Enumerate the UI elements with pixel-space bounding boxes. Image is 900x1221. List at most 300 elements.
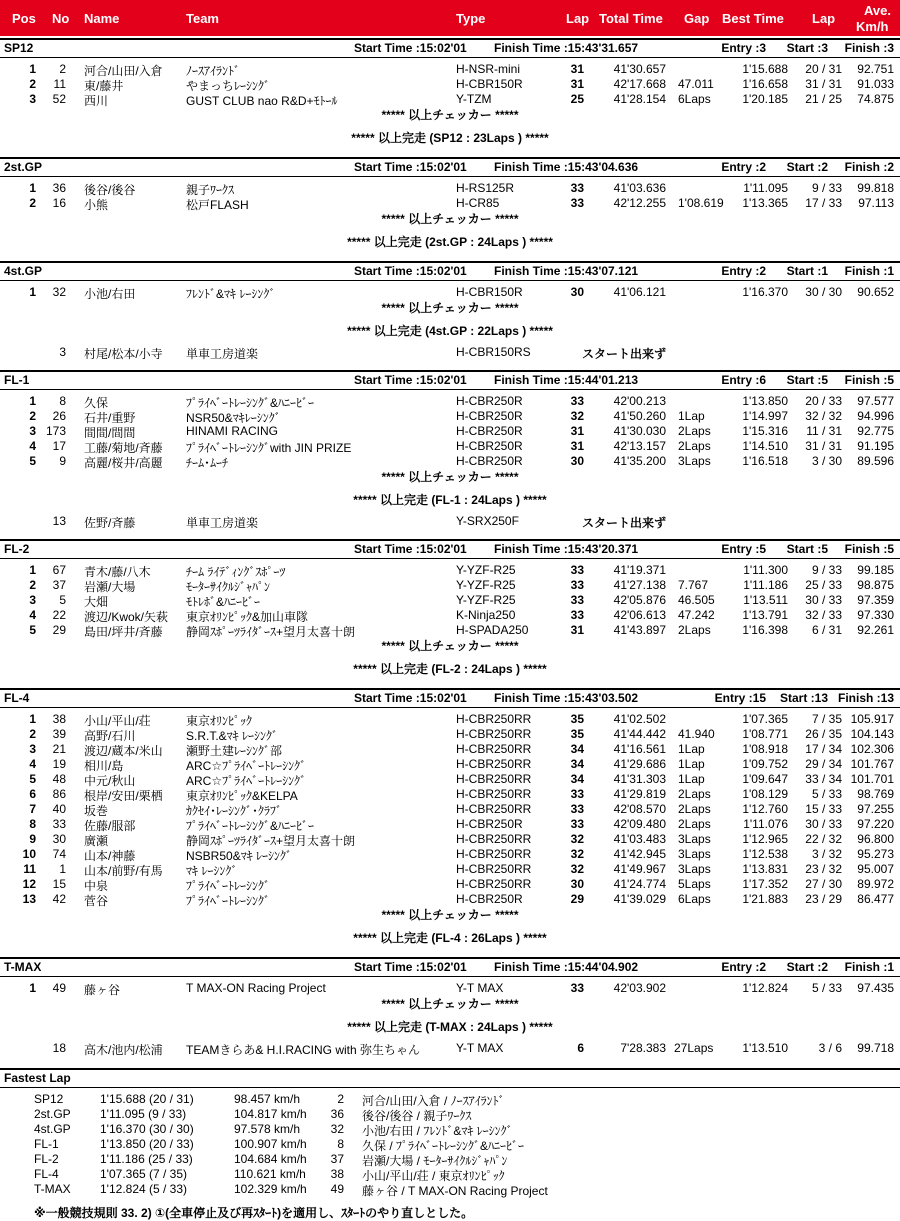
row-total: 42'06.613 <box>613 608 666 622</box>
row-type: H-CBR250RR <box>456 712 532 726</box>
row-best: 1'14.997 <box>742 409 788 423</box>
row-type: H-CBR250R <box>456 409 523 423</box>
finish-time: Finish Time :15:43'03.502 <box>494 691 639 705</box>
row-best: 1'16.398 <box>742 623 788 637</box>
column-header-bar <box>0 0 900 36</box>
row-team: 東京ｵﾘﾝﾋﾟｯｸ&加山車隊 <box>186 610 309 624</box>
row-gap: 3Laps <box>678 862 711 876</box>
row-ave: 92.261 <box>857 623 894 637</box>
row-ave: 89.596 <box>857 454 894 468</box>
row-type: H-CR85 <box>456 196 500 210</box>
row-ave: 97.113 <box>858 196 894 210</box>
table-row <box>0 846 900 861</box>
row-gap: 2Laps <box>678 439 711 453</box>
row-name: 青木/藤/八木 <box>84 565 151 579</box>
row-no: 26 <box>52 409 66 423</box>
row-no: 86 <box>52 787 66 801</box>
row-total: 41'03.483 <box>613 832 666 846</box>
finish-count: Finish :1 <box>844 960 894 974</box>
table-row <box>0 980 900 995</box>
row-no: 8 <box>59 394 66 408</box>
class-rows <box>0 58 900 106</box>
row-type: H-CBR150R <box>456 285 523 299</box>
row-no: 15 <box>52 877 66 891</box>
row-ave: 97.330 <box>857 608 894 622</box>
class-name: FL-4 <box>4 691 30 705</box>
row-best: 1'11.076 <box>743 817 788 831</box>
row-total: 42'12.255 <box>613 196 666 210</box>
row-total: 41'42.945 <box>613 847 666 861</box>
row-name: 岩瀬/大場 <box>84 580 136 594</box>
row-best: 1'13.850 <box>742 394 788 408</box>
row-no: 74 <box>52 847 66 861</box>
row-lap: 35 <box>570 727 584 741</box>
row-ave: 97.359 <box>857 593 894 607</box>
row-gap: 6Laps <box>678 92 711 106</box>
class-bar <box>0 370 900 390</box>
row-lap: 34 <box>570 772 584 786</box>
row-lap: 33 <box>570 787 584 801</box>
row-type: H-CBR250RR <box>456 727 532 741</box>
row-name: 渡辺/Kwok/矢萩 <box>84 610 169 624</box>
row-pos: 2 <box>29 409 36 423</box>
row-gap: 41.940 <box>678 727 715 741</box>
row-ave: 96.800 <box>857 832 894 846</box>
row-pos: 5 <box>29 772 36 786</box>
row-pos: 6 <box>29 787 36 801</box>
table-row <box>0 607 900 622</box>
row-no: 16 <box>52 196 66 210</box>
row-best-lap: 7 / 35 <box>811 712 842 726</box>
dns-status: スタート出来ず <box>582 516 667 530</box>
row-best-lap: 20 / 33 <box>805 394 842 408</box>
row-ave: 95.273 <box>857 847 894 861</box>
start-count: Start :2 <box>786 160 828 174</box>
row-best-lap: 30 / 33 <box>805 593 842 607</box>
row-lap: 31 <box>570 77 584 91</box>
row-team: 静岡ｽﾎﾟｰﾂﾗｲﾀﾞｰｽ+望月太喜十朗 <box>186 834 356 848</box>
col-best: Best Time <box>722 11 784 26</box>
class-section <box>0 957 900 1060</box>
table-row <box>0 61 900 76</box>
row-best: 1'14.510 <box>742 439 788 453</box>
row-gap: 2Laps <box>678 817 711 831</box>
row-best: 1'09.647 <box>742 772 788 786</box>
dns-team: 単車工房道楽 <box>186 347 259 361</box>
complete-line: ***** 以上完走 (SP12 : 23Laps ) ***** <box>351 131 549 145</box>
row-team: NSBR50&ﾏｷ ﾚｰｼﾝｸﾞ <box>186 849 293 863</box>
row-name: 山本/神藤 <box>84 849 136 863</box>
entry-count: Entry :2 <box>721 160 766 174</box>
table-row <box>0 711 900 726</box>
fastest-row <box>0 1122 900 1137</box>
finish-count: Finish :2 <box>844 160 894 174</box>
dns-best: 1'13.510 <box>742 1041 788 1055</box>
row-type: H-CBR250RR <box>456 787 532 801</box>
table-row <box>0 726 900 741</box>
row-total: 42'00.213 <box>613 394 666 408</box>
row-no: 37 <box>52 578 66 592</box>
row-gap: 2Laps <box>678 802 711 816</box>
row-no: 2 <box>59 62 66 76</box>
class-bar <box>0 157 900 177</box>
row-total: 42'08.570 <box>613 802 666 816</box>
dns-type: Y-T MAX <box>456 1041 504 1055</box>
row-gap: 1Lap <box>678 757 705 771</box>
row-best: 1'12.760 <box>742 802 788 816</box>
row-type: K-Ninja250 <box>456 608 516 622</box>
col-kmh: Km/h <box>856 19 889 34</box>
fastest-no: 8 <box>337 1137 344 1151</box>
finish-count: Finish :5 <box>844 542 894 556</box>
row-total: 41'31.303 <box>613 772 666 786</box>
row-ave: 92.751 <box>857 62 894 76</box>
row-total: 41'28.154 <box>613 92 666 106</box>
row-name: 小熊 <box>84 198 109 212</box>
row-best-lap: 23 / 29 <box>805 892 842 906</box>
table-row <box>0 438 900 453</box>
row-team: NSR50&ﾏｷﾚｰｼﾝｸﾞ <box>186 411 281 425</box>
checker-line: ***** 以上チェッカー ***** <box>381 997 519 1011</box>
row-pos: 12 <box>22 877 36 891</box>
fastest-no: 36 <box>330 1107 344 1121</box>
row-team: ﾓﾄﾚﾎﾞ&ﾊﾆｰﾋﾞｰ <box>186 595 261 609</box>
class-section <box>0 261 900 364</box>
row-no: 36 <box>52 181 66 195</box>
fastest-rider: 岩瀬/大場 / ﾓｰﾀｰｻｲｸﾙｼﾞｬﾊﾟﾝ <box>362 1154 508 1168</box>
row-lap: 35 <box>570 712 584 726</box>
row-best-lap: 22 / 32 <box>805 832 842 846</box>
dns-total: 7'28.383 <box>620 1041 666 1055</box>
row-lap: 33 <box>570 608 584 622</box>
row-lap: 32 <box>570 409 584 423</box>
fastest-lap-title: Fastest Lap <box>0 1068 900 1088</box>
row-team: HINAMI RACING <box>186 424 279 438</box>
row-pos: 1 <box>29 62 36 76</box>
row-gap: 2Laps <box>678 424 711 438</box>
row-best-lap: 5 / 33 <box>811 981 842 995</box>
fastest-time: 1'11.186 (25 / 33) <box>100 1152 193 1166</box>
row-lap: 34 <box>570 742 584 756</box>
row-no: 32 <box>52 285 66 299</box>
row-best: 1'12.965 <box>742 832 788 846</box>
row-lap: 30 <box>570 454 584 468</box>
row-lap: 33 <box>570 578 584 592</box>
row-lap: 33 <box>570 563 584 577</box>
row-gap: 1'08.619 <box>678 196 724 210</box>
row-best-lap: 17 / 34 <box>805 742 842 756</box>
row-total: 41'19.371 <box>613 563 666 577</box>
class-rows <box>0 281 900 299</box>
row-team: ｶｸｾｲ･ﾚｰｼﾝｸﾞ･ｸﾗﾌﾞ <box>186 804 283 818</box>
row-lap: 33 <box>570 593 584 607</box>
row-gap: 2Laps <box>678 623 711 637</box>
row-total: 42'03.902 <box>613 981 666 995</box>
row-name: 大畑 <box>84 595 109 609</box>
row-ave: 102.306 <box>850 742 894 756</box>
row-no: 9 <box>59 454 66 468</box>
fastest-row <box>0 1167 900 1182</box>
finish-time: Finish Time :15:43'31.657 <box>494 41 639 55</box>
row-name: 久保 <box>84 396 109 410</box>
row-ave: 97.577 <box>857 394 894 408</box>
checker-line: ***** 以上チェッカー ***** <box>381 301 519 315</box>
complete-line: ***** 以上完走 (FL-2 : 24Laps ) ***** <box>353 662 547 676</box>
dns-team: 単車工房道楽 <box>186 516 259 530</box>
entry-count: Entry :2 <box>721 264 766 278</box>
row-type: H-CBR250RR <box>456 847 532 861</box>
table-row <box>0 831 900 846</box>
row-pos: 3 <box>29 424 36 438</box>
complete-line: ***** 以上完走 (4st.GP : 22Laps ) ***** <box>347 324 553 338</box>
row-pos: 1 <box>29 181 36 195</box>
row-team: GUST CLUB nao R&D+ﾓﾄｰﾙ <box>186 94 338 108</box>
row-team: ﾌﾟﾗｲﾍﾞｰﾄﾚｰｼﾝｸﾞ&ﾊﾆｰﾋﾞｰ <box>186 819 315 833</box>
finish-count: Finish :13 <box>837 691 894 705</box>
row-type: H-CBR250R <box>456 454 523 468</box>
row-best-lap: 6 / 31 <box>811 623 842 637</box>
row-pos: 4 <box>29 608 36 622</box>
row-ave: 89.972 <box>857 877 894 891</box>
start-count: Start :1 <box>786 264 828 278</box>
row-lap: 31 <box>570 424 584 438</box>
complete-line: ***** 以上完走 (T-MAX : 24Laps ) ***** <box>347 1020 553 1034</box>
row-lap: 33 <box>570 981 584 995</box>
row-lap: 33 <box>570 196 584 210</box>
row-total: 41'27.138 <box>613 578 666 592</box>
finish-time: Finish Time :15:44'01.213 <box>494 373 639 387</box>
row-lap: 31 <box>570 62 584 76</box>
row-gap: 3Laps <box>678 454 711 468</box>
table-row <box>0 577 900 592</box>
row-best-lap: 32 / 32 <box>805 409 842 423</box>
row-no: 1 <box>59 862 66 876</box>
row-pos: 4 <box>29 439 36 453</box>
finish-time: Finish Time :15:43'20.371 <box>494 542 639 556</box>
dns-no: 18 <box>52 1041 66 1055</box>
row-no: 21 <box>52 742 66 756</box>
fastest-no: 49 <box>330 1182 344 1196</box>
fastest-class: FL-1 <box>34 1137 59 1151</box>
row-team: やまっちﾚｰｼﾝｸﾞ <box>186 79 271 93</box>
row-lap: 32 <box>570 832 584 846</box>
results-classes <box>0 38 900 1066</box>
row-total: 42'05.876 <box>613 593 666 607</box>
row-best-lap: 32 / 33 <box>805 608 842 622</box>
fastest-speed: 102.329 km/h <box>234 1182 307 1196</box>
row-total: 42'09.480 <box>613 817 666 831</box>
row-type: Y-YZF-R25 <box>456 578 516 592</box>
class-rows <box>0 977 900 995</box>
row-best-lap: 9 / 33 <box>811 181 842 195</box>
col-ave: Ave. <box>864 3 891 18</box>
row-pos: 9 <box>29 832 36 846</box>
table-row <box>0 816 900 831</box>
row-pos: 10 <box>22 847 36 861</box>
row-type: H-CBR250R <box>456 892 523 906</box>
col-name: Name <box>84 11 120 26</box>
row-name: 東/藤井 <box>84 79 124 93</box>
fastest-no: 2 <box>337 1092 344 1106</box>
fastest-row <box>0 1152 900 1167</box>
row-name: 河合/山田/入倉 <box>84 64 163 78</box>
row-type: H-CBR250RR <box>456 802 532 816</box>
row-name: 中泉 <box>84 879 109 893</box>
table-row <box>0 562 900 577</box>
complete-line: ***** 以上完走 (FL-1 : 24Laps ) ***** <box>353 493 547 507</box>
row-pos: 8 <box>29 817 36 831</box>
row-gap: 47.242 <box>678 608 715 622</box>
fastest-class: FL-2 <box>34 1152 59 1166</box>
row-team: T MAX-ON Racing Project <box>186 981 326 995</box>
row-total: 41'39.029 <box>613 892 666 906</box>
row-gap: 1Lap <box>678 772 705 786</box>
table-row <box>0 801 900 816</box>
row-best: 1'16.658 <box>742 77 788 91</box>
row-pos: 1 <box>29 981 36 995</box>
class-section <box>0 370 900 533</box>
fastest-row <box>0 1137 900 1152</box>
start-time: Start Time :15:02'01 <box>354 264 467 278</box>
table-row <box>0 756 900 771</box>
dns-best-lap: 3 / 6 <box>818 1041 842 1055</box>
fastest-row <box>0 1092 900 1107</box>
start-time: Start Time :15:02'01 <box>354 160 467 174</box>
row-lap: 33 <box>570 394 584 408</box>
finish-time: Finish Time :15:44'04.902 <box>494 960 639 974</box>
row-total: 41'30.657 <box>613 62 666 76</box>
start-time: Start Time :15:02'01 <box>354 542 467 556</box>
class-name: T-MAX <box>4 960 42 974</box>
row-best-lap: 23 / 32 <box>805 862 842 876</box>
row-no: 29 <box>52 623 66 637</box>
row-best-lap: 15 / 33 <box>805 802 842 816</box>
dns-type: H-CBR150RS <box>456 345 531 359</box>
row-best: 1'11.300 <box>743 563 788 577</box>
class-section <box>0 157 900 255</box>
row-team: 東京ｵﾘﾝﾋﾟｯｸ <box>186 714 253 728</box>
complete-line: ***** 以上完走 (FL-4 : 26Laps ) ***** <box>353 931 547 945</box>
start-count: Start :5 <box>786 542 828 556</box>
class-bar <box>0 539 900 559</box>
row-total: 41'35.200 <box>613 454 666 468</box>
row-best: 1'20.185 <box>742 92 788 106</box>
row-gap: 7.767 <box>678 578 709 592</box>
start-count: Start :13 <box>779 691 828 705</box>
row-total: 41'02.502 <box>613 712 666 726</box>
row-team: 親子ﾜｰｸｽ <box>186 183 235 197</box>
row-best: 1'09.752 <box>742 757 788 771</box>
row-ave: 101.767 <box>850 757 894 771</box>
fastest-speed: 110.621 km/h <box>234 1167 306 1181</box>
row-name: 高野/石川 <box>84 729 136 743</box>
row-gap: 46.505 <box>678 593 715 607</box>
fastest-speed: 98.457 km/h <box>234 1092 301 1106</box>
start-count: Start :2 <box>786 960 828 974</box>
row-pos: 5 <box>29 454 36 468</box>
row-ave: 99.818 <box>857 181 894 195</box>
row-team: ﾉｰｽｱｲﾗﾝﾄﾞ <box>186 64 241 78</box>
class-bar <box>0 38 900 58</box>
fastest-rider: 河合/山田/入倉 / ﾉｰｽｱｲﾗﾝﾄﾞ <box>362 1094 505 1108</box>
table-row <box>0 861 900 876</box>
row-type: H-CBR150R <box>456 77 523 91</box>
row-ave: 91.195 <box>857 439 894 453</box>
table-row <box>0 741 900 756</box>
row-total: 41'50.260 <box>613 409 666 423</box>
row-gap: 6Laps <box>678 892 711 906</box>
row-lap: 32 <box>570 847 584 861</box>
row-ave: 97.435 <box>857 981 894 995</box>
col-gap: Gap <box>684 11 710 26</box>
row-best-lap: 17 / 33 <box>805 196 842 210</box>
table-row <box>0 592 900 607</box>
table-row <box>0 76 900 91</box>
class-bar <box>0 261 900 281</box>
col-lap: Lap <box>566 11 590 26</box>
row-ave: 97.255 <box>857 802 894 816</box>
row-pos: 2 <box>29 196 36 210</box>
row-pos: 1 <box>29 712 36 726</box>
table-row <box>0 393 900 408</box>
row-pos: 1 <box>29 285 36 299</box>
row-pos: 3 <box>29 742 36 756</box>
table-row <box>0 284 900 299</box>
col-team: Team <box>186 11 219 26</box>
row-best-lap: 20 / 31 <box>805 62 842 76</box>
row-best-lap: 3 / 32 <box>811 847 842 861</box>
checker-line: ***** 以上チェッカー ***** <box>381 639 519 653</box>
row-lap: 30 <box>570 877 584 891</box>
row-best: 1'08.129 <box>742 787 788 801</box>
fastest-class: 2st.GP <box>34 1107 71 1121</box>
row-best-lap: 29 / 34 <box>805 757 842 771</box>
row-no: 30 <box>52 832 66 846</box>
row-total: 41'03.636 <box>613 181 666 195</box>
row-name: 高麗/桜井/高麗 <box>84 456 163 470</box>
table-row <box>0 622 900 637</box>
fastest-rider: 小山/平山/荘 / 東京ｵﾘﾝﾋﾟｯｸ <box>362 1169 505 1183</box>
row-lap: 31 <box>570 439 584 453</box>
fastest-row <box>0 1182 900 1197</box>
row-best: 1'15.688 <box>742 62 788 76</box>
row-no: 5 <box>59 593 66 607</box>
row-no: 22 <box>52 608 66 622</box>
checker-line: ***** 以上チェッカー ***** <box>381 470 519 484</box>
row-total: 41'30.030 <box>613 424 666 438</box>
row-gap: 2Laps <box>678 787 711 801</box>
row-ave: 99.185 <box>857 563 894 577</box>
class-rows <box>0 177 900 210</box>
row-team: ﾌﾟﾗｲﾍﾞｰﾄﾚｰｼﾝｸﾞ&ﾊﾆｰﾋﾞｰ <box>186 396 315 410</box>
complete-line: ***** 以上完走 (2st.GP : 24Laps ) ***** <box>347 235 553 249</box>
fastest-no: 38 <box>330 1167 344 1181</box>
row-name: 山本/前野/有馬 <box>84 864 163 878</box>
fastest-time: 1'15.688 (20 / 31) <box>100 1092 194 1106</box>
class-name: 2st.GP <box>4 160 43 174</box>
row-total: 41'43.897 <box>613 623 666 637</box>
row-type: H-RS125R <box>456 181 515 195</box>
row-best-lap: 30 / 33 <box>805 817 842 831</box>
dns-team: TEAMきらあ& H.I.RACING with 弥生ちゃん <box>186 1043 421 1057</box>
col-total: Total Time <box>599 11 663 26</box>
row-team: 静岡ｽﾎﾟｰﾂﾗｲﾀﾞｰｽ+望月太喜十朗 <box>186 625 356 639</box>
fastest-speed: 104.817 km/h <box>234 1107 307 1121</box>
row-best: 1'17.352 <box>742 877 788 891</box>
row-best: 1'16.370 <box>742 285 788 299</box>
row-ave: 101.701 <box>850 772 894 786</box>
entry-count: Entry :15 <box>714 691 766 705</box>
